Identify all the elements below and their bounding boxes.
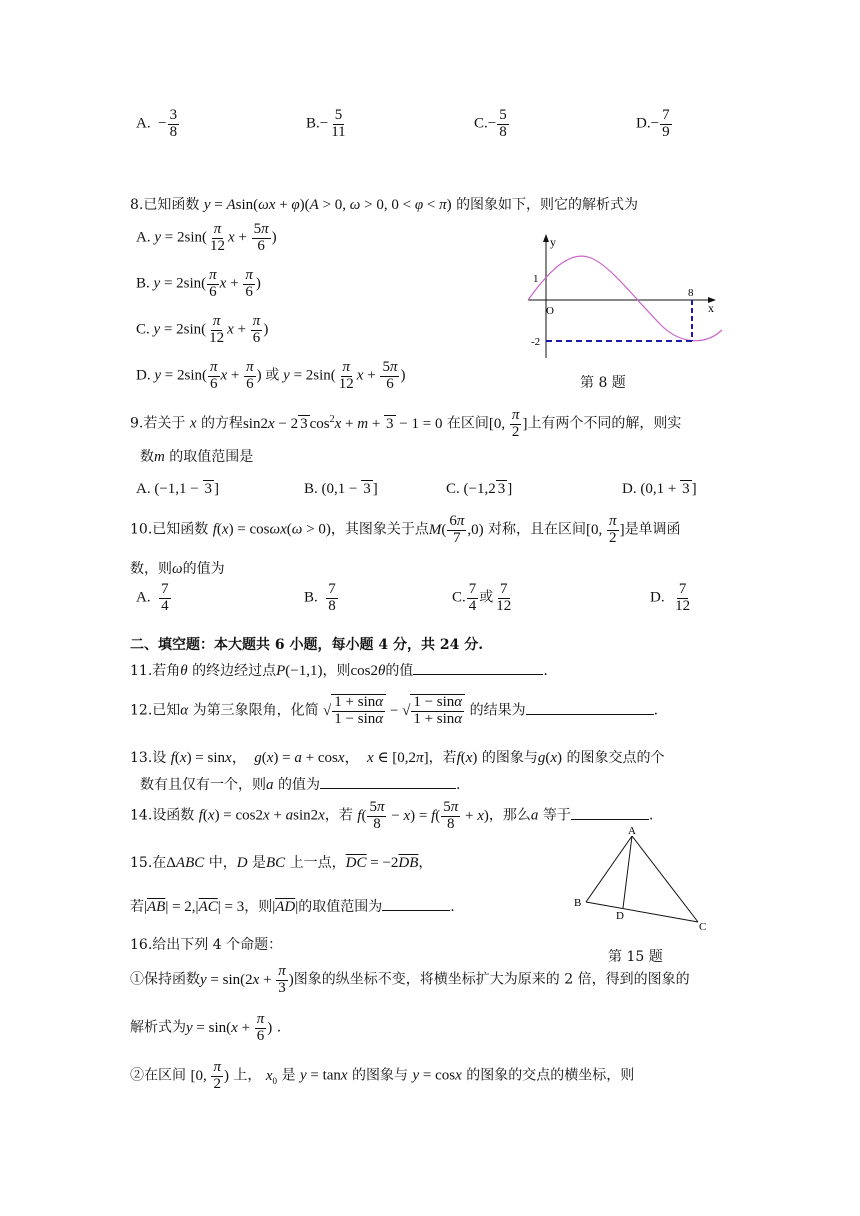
section-2-heading: 二、填空题：本大题共 6 小题，每小题 4 分，共 24 分. bbox=[130, 637, 484, 653]
vertex-b-label: B bbox=[574, 897, 582, 909]
q12: 12.已知α 为第三象限角，化简 √ $\frac{1 + \sin\alpha}{1 - \sin\alpha}$ − √ $\frac{1 - \sin\alpha}{1 + \sin\alpha}$ 的结果为 . bbox=[130, 694, 659, 727]
q13-line1: 13.设 f(x) = sinx， g(x) = a + cosx， x ∈ [0,2π]，若f(x) 的图象与g(x) 的图象交点的个 bbox=[130, 750, 665, 766]
q11: 11.若角θ 的终边经过点P(−1,1)，则cos2θ的值 . bbox=[130, 660, 548, 680]
q14: 14.设函数 f(x) = cos2x + asin2x，若 f( $\frac{5\pi}{8}$ − x) = f( $\frac{5\pi}{8}$ + x)，那么a 等于 . bbox=[130, 799, 654, 832]
side-ac bbox=[632, 836, 698, 922]
vertex-a-label: A bbox=[628, 825, 636, 837]
q8-option-d: D. y = 2sin( $\frac{\pi}{6}$ x + $\frac{\pi}{6}$ ) 或 y = 2sin( $\frac{\pi}{12}$ x + $\frac{5\pi}{6}$ ) bbox=[136, 359, 406, 392]
y-axis-arrow bbox=[543, 234, 549, 242]
q9-line1: 9.若关于 x 的方程sin2x − 2 3 $\cos^2x + m + 3 - 1 = 0$ 在区间[0, $\frac{\pi}{2}$ ]上有两个不同的解，则实 bbox=[130, 407, 682, 440]
vertex-c-label: C bbox=[699, 921, 707, 933]
q10-option-c: C. $\frac{7}{4}$ 或 $\frac{7}{12}$ bbox=[452, 581, 512, 614]
q7-option-d: D.− $\frac{7}{9}$ bbox=[636, 107, 670, 140]
q9-option-d: D. (0,1 + 3 ] bbox=[622, 481, 697, 497]
q8-option-b: B. y = 2sin( $\frac{\pi}{6}$ x + $\frac{\pi}{6}$ ) bbox=[136, 267, 261, 300]
q8-stem: 8.已知函数 y = Asin(ωx + φ)(A > 0, ω > 0, 0 < φ < π) 的图象如下，则它的解析式为 bbox=[130, 197, 639, 213]
q8-caption: 第 8 题 bbox=[580, 375, 626, 391]
q8-option-c: C. y = 2sin( $\frac{\pi}{12}$ x + $\frac{\pi}{6}$ ) bbox=[136, 313, 269, 346]
q9-option-b: B. (0,1 − 3 ] bbox=[304, 481, 378, 497]
q8-option-a: A. y = 2sin( $\frac{\pi}{12}$ x + $\frac{5\pi}{6}$ ) bbox=[136, 221, 277, 254]
q10-option-d: D. $\frac{7}{12}$ bbox=[650, 581, 691, 614]
q14-answer-blank[interactable] bbox=[571, 805, 649, 820]
tick-1-label: 1 bbox=[533, 273, 539, 285]
q15-caption: 第 15 题 bbox=[608, 949, 663, 965]
q9-option-c: C. (−1,2 3 ] bbox=[446, 481, 513, 497]
q9-option-a: A. (−1,1 − 3 ] bbox=[136, 481, 220, 497]
q16-p1-line2: 解析式为y = sin(x + $\frac{\pi}{6}$ ) . bbox=[130, 1011, 282, 1044]
point-d-label: D bbox=[616, 910, 624, 922]
q7-option-c: C.− $\frac{5}{8}$ bbox=[474, 107, 507, 140]
q16-p2-line1: ②在区间 [0, $\frac{\pi}{2}$ ) 上， $x_0$ 是 y = tanx 的图象与 y = cosx 的图象的交点的横坐标，则 bbox=[130, 1059, 635, 1092]
y-label: y bbox=[550, 235, 556, 249]
q8-graph bbox=[526, 230, 726, 360]
q15-triangle bbox=[568, 822, 718, 934]
q7-option-a: A. − $\frac{3}{8}$ bbox=[136, 107, 178, 140]
q7-option-b: B.− $\frac{5}{11}$ bbox=[306, 107, 346, 140]
q9-line2: 数m 的取值范围是 bbox=[140, 449, 254, 465]
q16-heading: 16.给出下列 4 个命题： bbox=[130, 937, 283, 953]
q15-line1: 15.在ΔABC 中，D 是BC 上一点，$\overline{DC} = -2\overline{DB}$， bbox=[130, 855, 433, 871]
x-label: x bbox=[708, 301, 714, 315]
q15-answer-blank[interactable] bbox=[382, 896, 450, 911]
side-bc bbox=[586, 902, 698, 922]
q15-line2: 若$|\overline{AB}| = 2,|\overline{AC}| = 3$，则$|\overline{AD}|$的取值范围为 . bbox=[130, 896, 455, 916]
q16-p1-line1: ①保持函数y = sin(2x + $\frac{\pi}{3}$ )图象的纵坐标不变，将横坐标扩大为原来的 2 倍，得到的图象的 bbox=[130, 963, 690, 996]
q10-line1: 10.已知函数 f(x) = cosωx(ω > 0)，其图象关于点M( $\frac{6\pi}{7}$ ,0) 对称，且在区间[0, $\frac{\pi}{2}$ ]是单调函 bbox=[130, 513, 681, 546]
q10-option-a: A. $\frac{7}{4}$ bbox=[136, 581, 169, 614]
q13-answer-blank[interactable] bbox=[320, 774, 456, 789]
q11-answer-blank[interactable] bbox=[413, 660, 543, 675]
q13-line2: 数有且仅有一个，则a 的值为 . bbox=[140, 774, 460, 794]
q10-option-b: B. $\frac{7}{8}$ bbox=[304, 581, 336, 614]
tick-8-label: 8 bbox=[688, 287, 694, 299]
tick-neg2-label: -2 bbox=[531, 336, 541, 348]
q12-answer-blank[interactable] bbox=[526, 700, 654, 715]
q10-line2: 数，则ω的值为 bbox=[130, 561, 225, 577]
origin-label: O bbox=[546, 305, 554, 317]
